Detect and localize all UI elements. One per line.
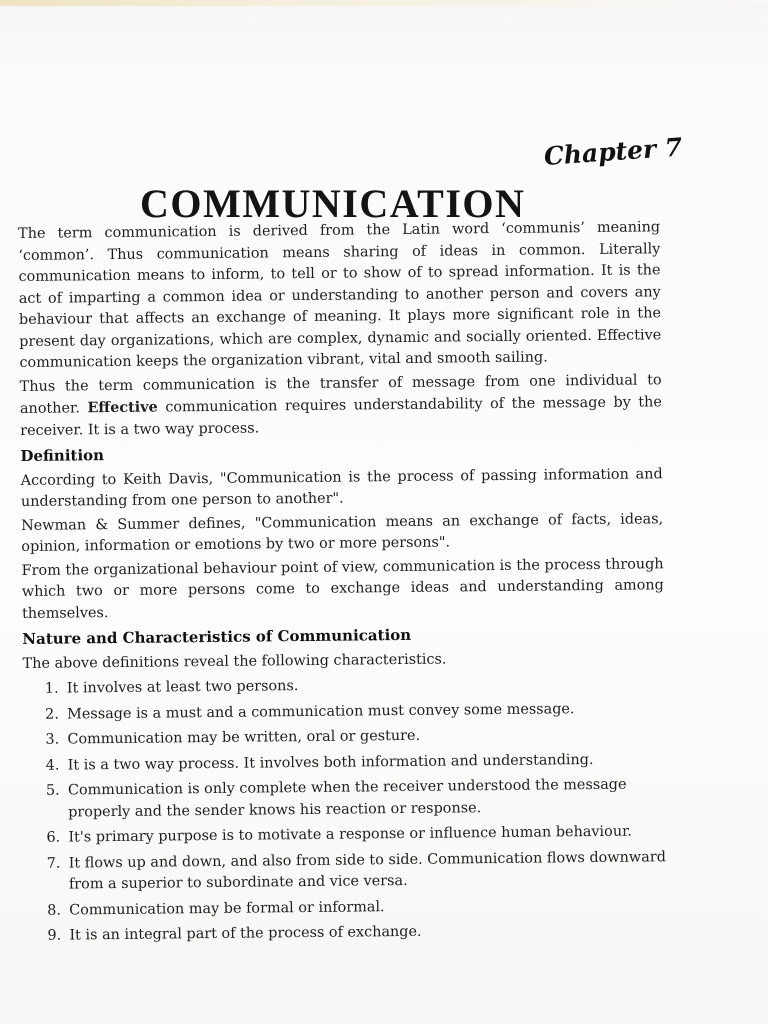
list-number: 6. [46, 829, 61, 846]
intro-emphasis: Effective [87, 398, 158, 417]
intro-paragraph-1: The term communication is derived from the Latin word ‘communis’ meaning ‘common’. Thus communication means sharing of ideas in common. Literally communication means to inform, to tell or to show of to spread information. It is the act of imparting a common idea or understanding to another person and covers any behaviour that affects an exchange of meaning. It plays more significant role in the present day organizations, which are complex, dynamic and socially oriented. Effective communication keeps the organization vibrant, vital and smooth sailing. [18, 219, 662, 371]
intro-sentence: Thus the term communication is the transfer of message from one individual to another. [19, 371, 662, 417]
list-number: 9. [47, 927, 62, 944]
list-text: Communication may be formal or informal. [69, 898, 385, 919]
list-number: 2. [45, 706, 59, 723]
list-item [23, 698, 665, 726]
list-number: 4. [45, 757, 60, 774]
list-item [23, 723, 665, 751]
definition-paragraph-1: According to Keith Davis, "Communication is the process of passing information and understanding from one person to another". [20, 465, 663, 510]
list-item [24, 821, 666, 849]
intro-tail: communication requires understandability of the message by the receiver. It is a two way process. [20, 394, 662, 439]
list-number: 5. [45, 782, 60, 799]
list-item [25, 919, 667, 947]
nature-heading: Nature and Characteristics of Communication [22, 625, 412, 648]
list-text: Communication is only complete when the receiver understood the message properly and the sender knows his reaction or response. [67, 776, 627, 821]
list-text: It is a two way process. It involves both information and understanding. [67, 751, 594, 774]
body-text [18, 217, 668, 951]
list-text: It is an integral part of the process of exchange. [69, 923, 422, 944]
chapter-title: COMMUNICATION [140, 181, 526, 226]
list-item [25, 847, 667, 897]
list-text: It flows up and down, and also from side to side. Communication flows downward from a superior to subordinate and vice versa. [68, 848, 666, 893]
list-item [23, 672, 665, 700]
characteristics-list [23, 672, 668, 947]
list-text: Message is a must and a communication must convey some message. [67, 700, 575, 723]
list-text: It's primary purpose is to motivate a response or influence human behaviour. [68, 823, 633, 846]
list-number: 7. [46, 855, 61, 872]
list-item [24, 774, 666, 824]
list-item [24, 749, 666, 777]
definition-paragraph-3: From the organizational behaviour point of view, communication is the process through which two or more persons come to exchange ideas and understanding among themselves. [21, 555, 664, 622]
chapter-label: Chapter 7 [542, 132, 684, 171]
list-number: 1. [44, 680, 59, 697]
intro-paragraph-2 [20, 370, 663, 442]
nature-intro: The above definitions reveal the following characteristics. [22, 651, 447, 672]
list-text: It involves at least two persons. [66, 678, 299, 697]
list-number: 8. [47, 902, 62, 919]
definition-paragraph-2: Newman & Summer defines, "Communication means an exchange of facts, ideas, opinion, information or emotions by two or more persons". [21, 510, 664, 555]
list-number: 3. [45, 731, 60, 748]
list-item [25, 894, 667, 922]
definition-heading: Definition [20, 446, 105, 465]
list-text: Communication may be written, oral or gesture. [67, 727, 421, 748]
page-edge-shadow [0, 0, 768, 6]
